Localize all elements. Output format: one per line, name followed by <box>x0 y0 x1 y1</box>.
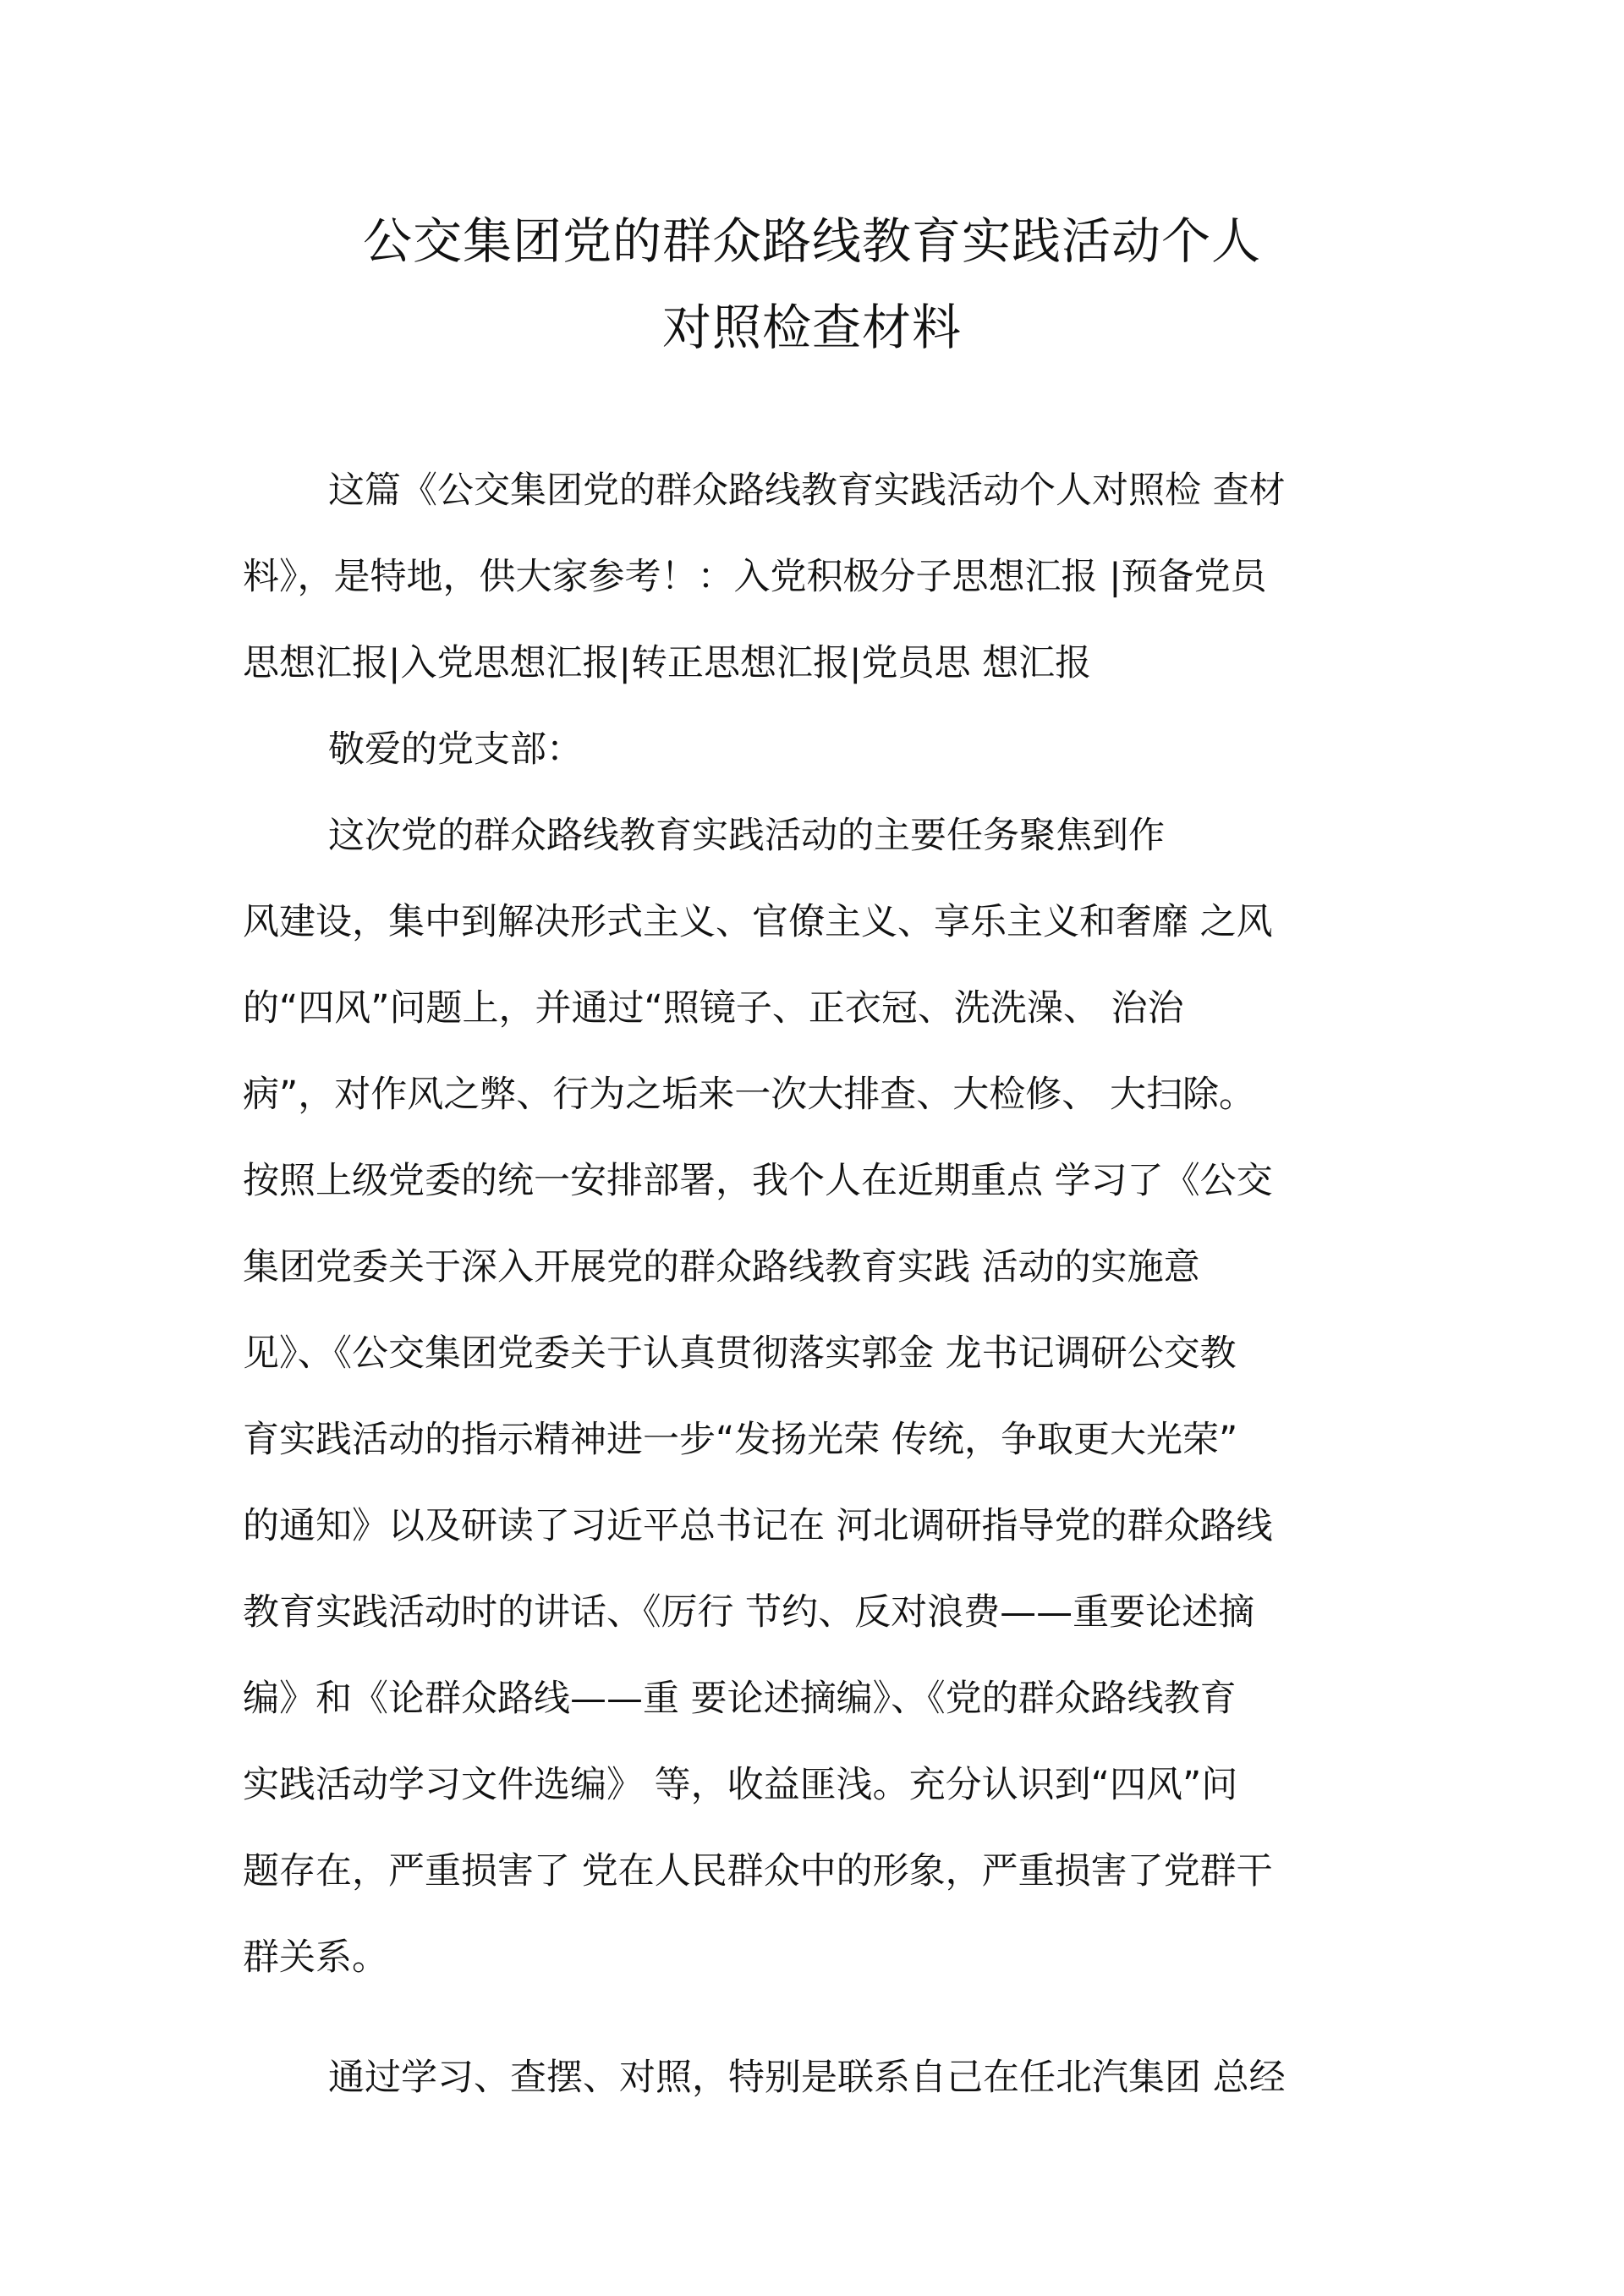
paragraph-2-line-6: 集团党委关于深入开展党的群众路线教育实践 活动的实施意 <box>243 1246 1200 1288</box>
document-title-line-2: 对照检查材料 <box>661 299 962 356</box>
paragraph-1-line-1: 这篇《公交集团党的群众路线教育实践活动个人对照检 查材 <box>328 470 1286 512</box>
paragraph-2-line-7: 见》、《公交集团党委关于认真贯彻落实郭金 龙书记调研公交教 <box>243 1332 1237 1375</box>
paragraph-2-line-12: 实践活动学习文件选编》 等，收益匪浅。充分认识到“四风”问 <box>243 1764 1238 1806</box>
paragraph-1-line-2: 料》，是特地，供大家参考！：入党积极分子思想汇报 |预备党员 <box>243 556 1267 598</box>
paragraph-2-line-3: 的“四风”问题上，并通过“照镜子、正衣冠、洗洗澡、 治治 <box>243 987 1184 1030</box>
paragraph-2-line-4: 病”，对作风之弊、行为之垢来一次大排查、大检修、 大扫除。 <box>243 1074 1255 1116</box>
paragraph-1-line-3: 思想汇报|入党思想汇报|转正思想汇报|党员思 想汇报 <box>243 642 1092 684</box>
document-title-line-1: 公交集团党的群众路线教育实践活动个人 <box>362 212 1261 270</box>
paragraph-2-line-2: 风建设，集中到解决形式主义、官僚主义、享乐主义和奢靡 之风 <box>243 901 1273 943</box>
paragraph-2-line-5: 按照上级党委的统一安排部署，我个人在近期重点 学习了《公交 <box>243 1160 1273 1202</box>
paragraph-2-line-13: 题存在，严重损害了 党在人民群众中的形象，严重损害了党群干 <box>243 1850 1273 1892</box>
paragraph-2-line-10: 教育实践活动时的讲话、《厉行 节约、反对浪费——重要论述摘 <box>243 1591 1255 1634</box>
paragraph-2-line-14: 群关系。 <box>243 1936 388 1979</box>
paragraph-2-line-8: 育实践活动的指示精神进一步“发扬光荣 传统，争取更大光荣” <box>243 1419 1238 1461</box>
paragraph-3-line-1: 通过学习、查摆、对照，特别是联系自己在任北汽集团 总经 <box>328 2057 1286 2099</box>
paragraph-2-line-11: 编》和《论群众路线——重 要论述摘编》、《党的群众路线教育 <box>243 1678 1237 1720</box>
paragraph-2-line-1: 这次党的群众路线教育实践活动的主要任务聚焦到作 <box>328 815 1165 857</box>
paragraph-2-line-9: 的通知》以及研读了习近平总书记在 河北调研指导党的群众路线 <box>243 1505 1273 1547</box>
salutation: 敬爱的党支部： <box>328 728 583 771</box>
